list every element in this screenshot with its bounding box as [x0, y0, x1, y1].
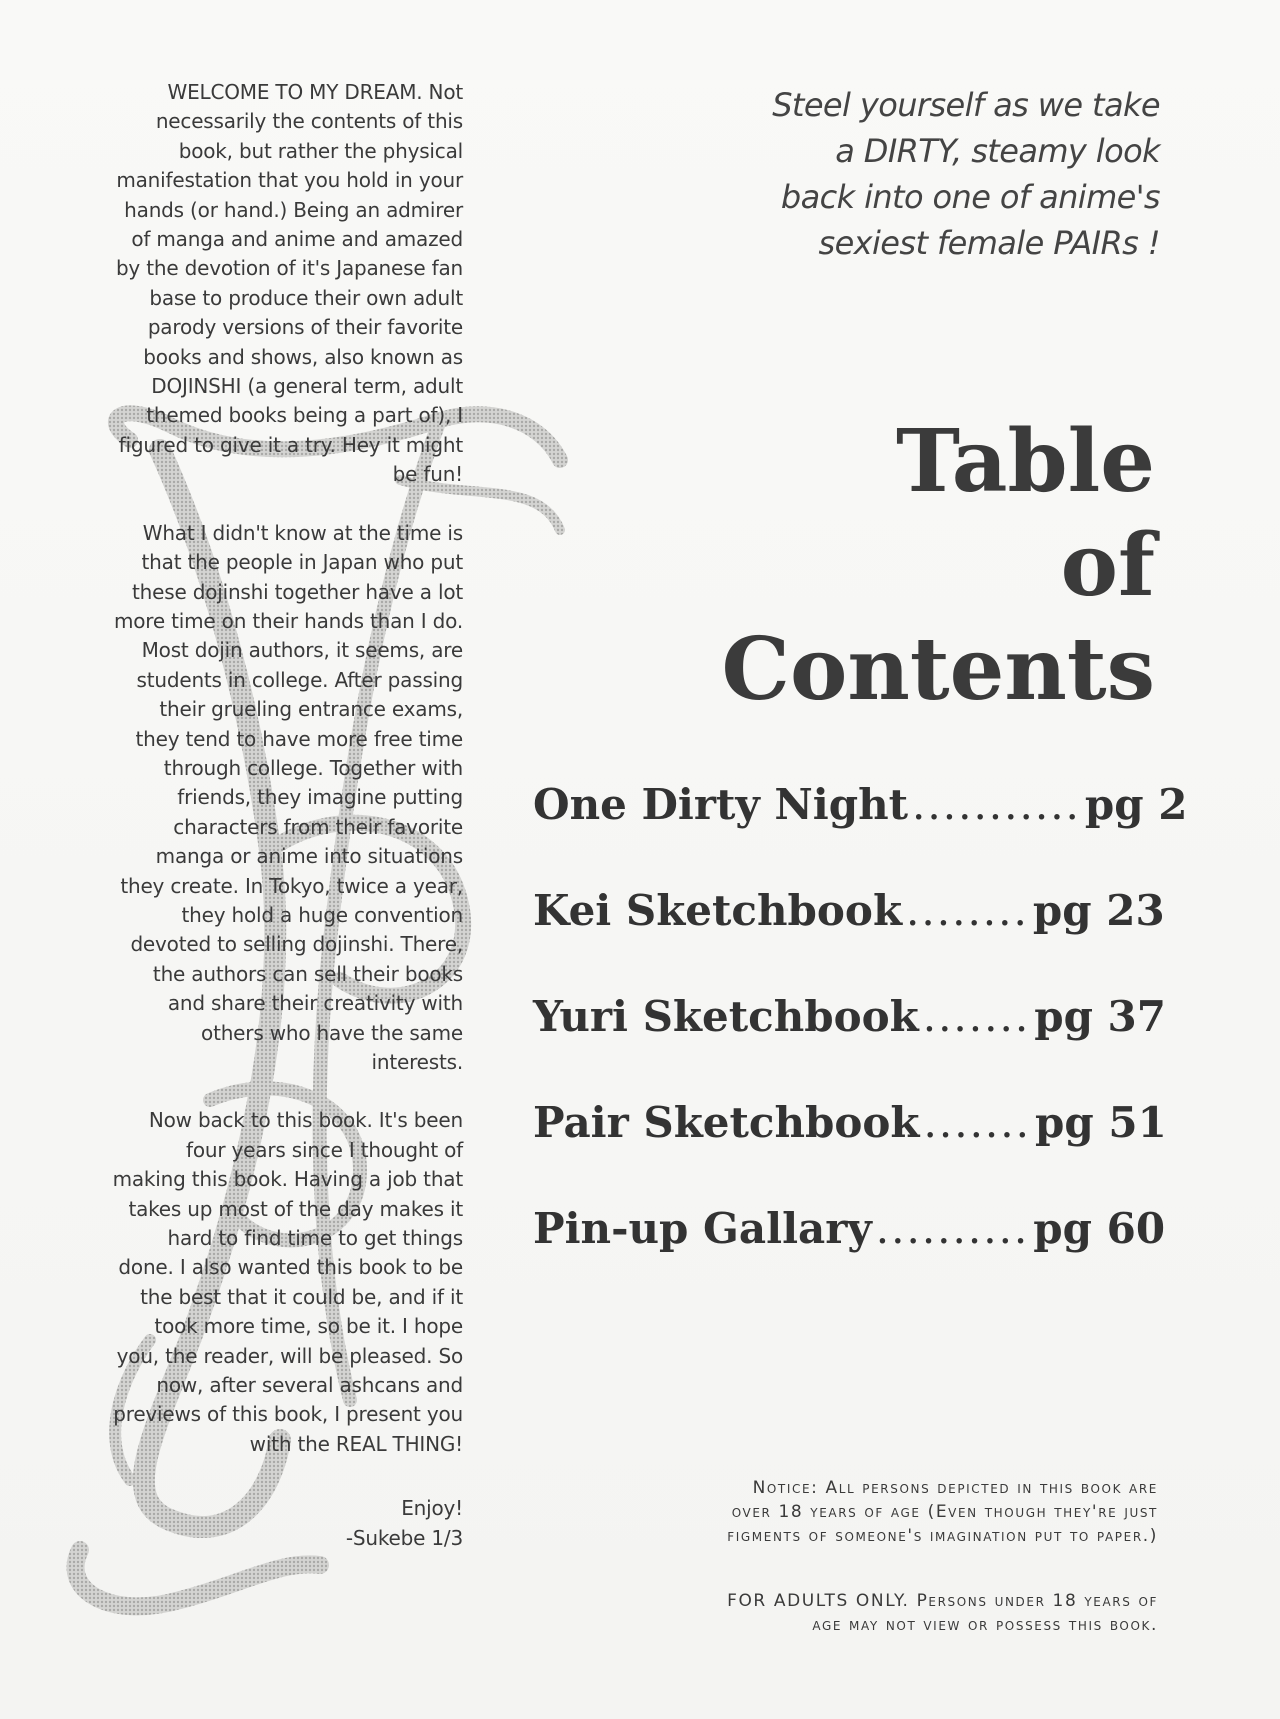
notice-line: age may not view or possess this book. — [812, 1615, 1158, 1635]
tagline-line: back into one of anime's — [780, 178, 1160, 216]
notice-line: figments of someone's imagination put to paper.) — [727, 1526, 1158, 1546]
toc-entry-leader: .......... — [875, 1204, 1030, 1253]
signoff — [110, 1494, 463, 1553]
toc-entry[interactable] — [533, 780, 1188, 886]
toc-entry[interactable] — [533, 886, 1165, 992]
tagline — [680, 82, 1160, 266]
toc-heading-line: Table — [895, 411, 1155, 512]
toc-entry-page: pg 51 — [1035, 1098, 1167, 1147]
toc-entry-leader: ........... — [912, 780, 1081, 829]
toc-entry-title: One Dirty Night — [533, 780, 909, 829]
notice-line: over 18 years of age (Even though they're just — [731, 1502, 1158, 1522]
notice-line: Notice: All persons depicted in this book are — [752, 1478, 1158, 1498]
intro-paragraph: WELCOME TO MY DREAM. Not necessarily the contents of this book, but rather the physical manifestation that you hold in your hands (or hand.) Being an admirer of manga and anime and amazed by the devotion of it's Japanese fan base to produce their own adult parody versions of their favorite books and shows, also known as DOJINSHI (a general term, adult themed books being a part of), I figured to give it a try. Hey it might be fun! — [115, 80, 463, 487]
signoff-author: -Sukebe 1/3 — [345, 1525, 463, 1550]
intro-paragraph: What I didn't know at the time is that the people in Japan who put these dojinshi together have a lot more time on their hands than I do. Most dojin authors, it seems, are students in college. After passing their grueling entrance exams, they tend to have more free time through college. Together with friends, they imagine putting characters from their favorite manga or anime into situations they create. In Tokyo, twice a year, they hold a huge convention devoted to selling dojinshi. There, the authors can sell their books and share their creativity with others who have the same interests. — [113, 520, 463, 1074]
toc-entry-leader: ....... — [923, 1098, 1031, 1147]
toc-entry[interactable] — [533, 992, 1167, 1098]
toc-entry-page: pg 37 — [1034, 992, 1167, 1041]
notice-line: FOR ADULTS ONLY. Persons under 18 years of — [727, 1591, 1158, 1611]
tagline-line: sexiest female PAIRs ! — [818, 224, 1160, 262]
toc-heading-line: of — [1060, 515, 1155, 616]
age-notice — [478, 1476, 1158, 1548]
toc-entry-page: pg 60 — [1033, 1204, 1166, 1253]
toc-entry-leader: ....... — [922, 992, 1031, 1041]
toc-entry-title: Kei Sketchbook — [533, 886, 903, 935]
signoff-enjoy: Enjoy! — [401, 1496, 463, 1521]
toc-list — [533, 780, 1188, 1310]
toc-entry-leader: ........ — [906, 886, 1029, 935]
adults-only-notice — [478, 1589, 1158, 1637]
intro-paragraph: Now back to this book. It's been four years since I thought of making this book. Having a job that takes up most of the day makes it hard to find time to get things done. I also wanted this book to be the best that it could be, and if it took more time, so be it. I hope you, the reader, will be pleased. So now, after several ashcans and previews of this book, I present you with the REAL THING! — [112, 1108, 463, 1456]
toc-heading-line: Contents — [721, 619, 1155, 720]
tagline-line: a DIRTY, steamy look — [835, 132, 1160, 170]
toc-entry-title: Yuri Sketchbook — [533, 992, 919, 1041]
toc-entry-page: pg 2 — [1084, 780, 1188, 829]
tagline-line: Steel yourself as we take — [772, 86, 1160, 124]
toc-entry[interactable] — [533, 1098, 1167, 1204]
toc-entry-title: Pair Sketchbook — [533, 1098, 920, 1147]
toc-entry[interactable] — [533, 1204, 1166, 1310]
toc-heading — [722, 410, 1155, 722]
toc-entry-title: Pin-up Gallary — [533, 1204, 872, 1253]
toc-entry-page: pg 23 — [1032, 886, 1165, 935]
intro-letter — [110, 78, 463, 1553]
